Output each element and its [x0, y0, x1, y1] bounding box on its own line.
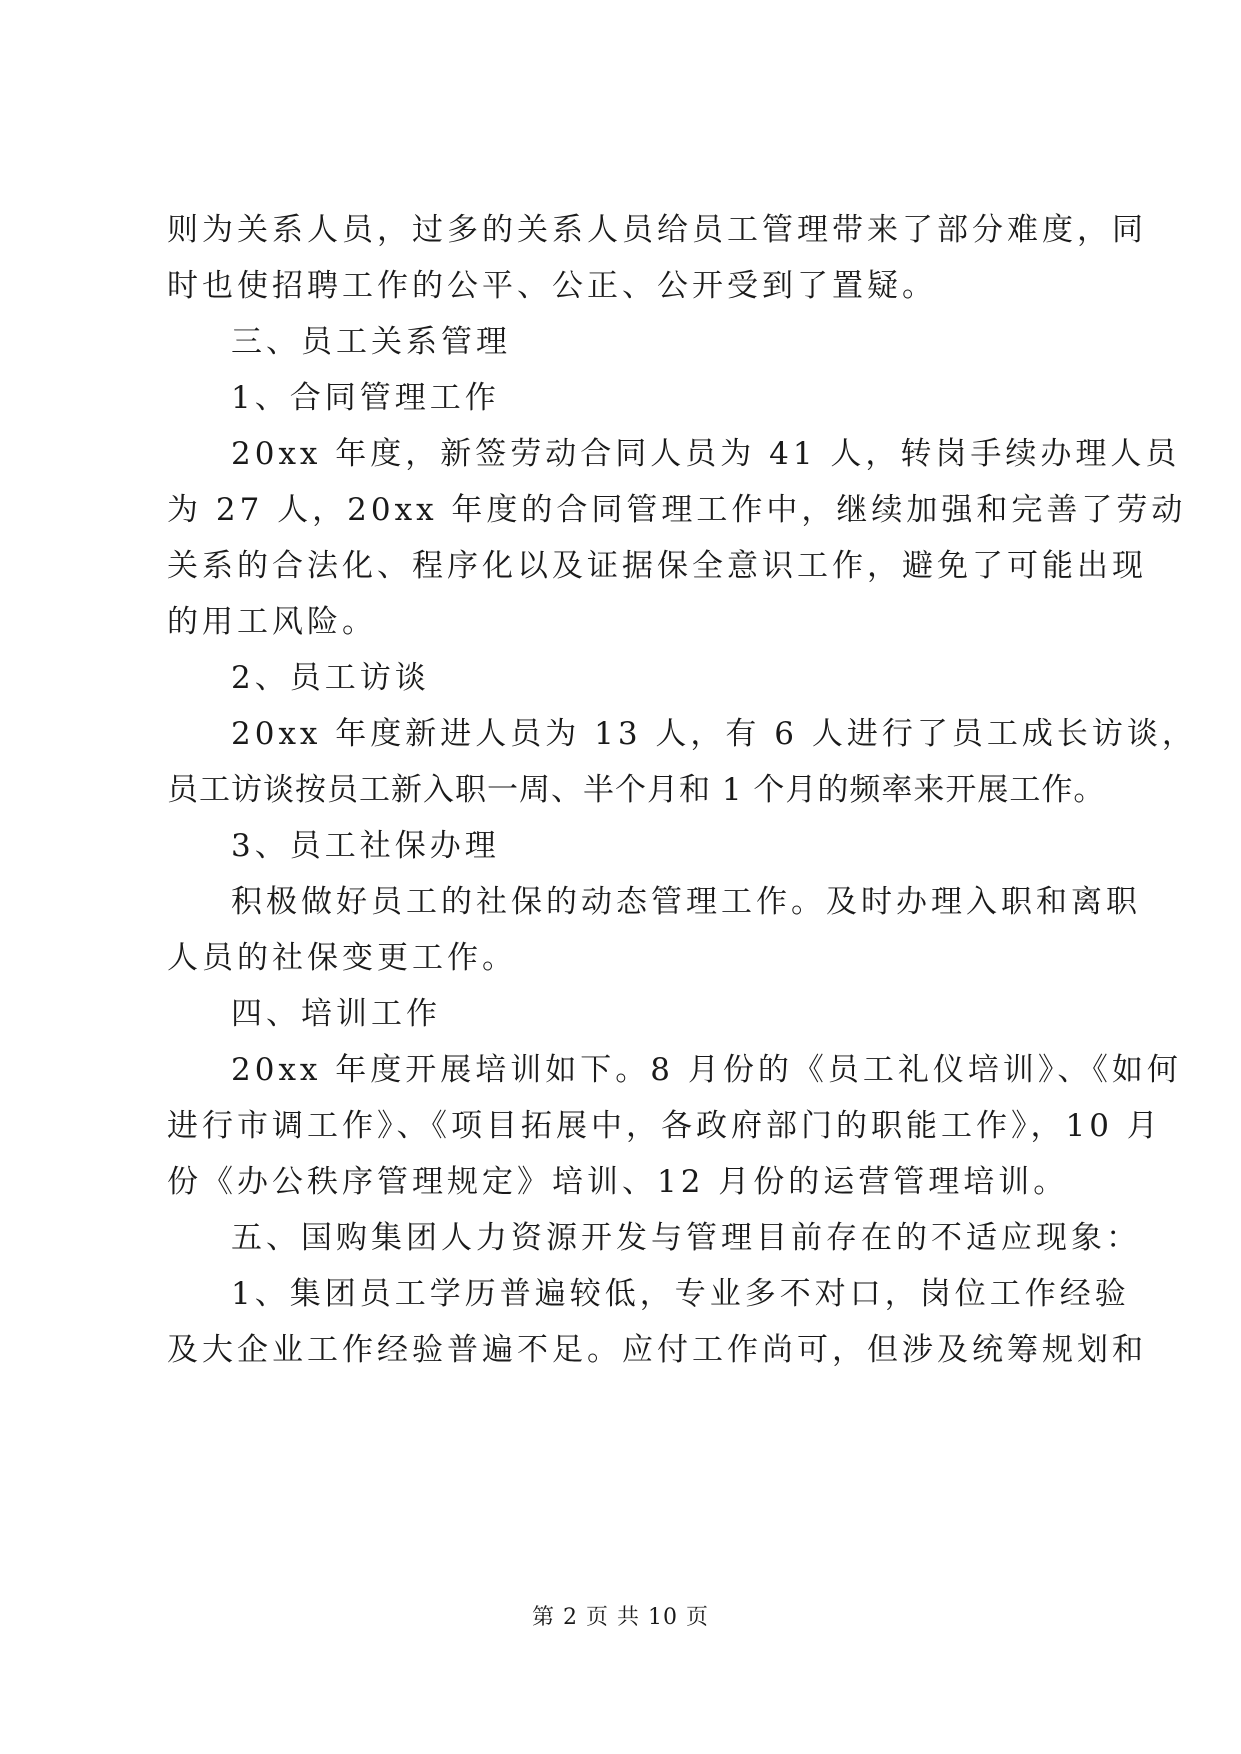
paragraph-line: 份《办公秩序管理规定》培训、12 月份的运营管理培训。	[167, 1164, 1069, 1200]
paragraph-line: 员工访谈按员工新入职一周、半个月和 1 个月的频率来开展工作。	[167, 772, 1106, 808]
section-heading: 四、培训工作	[231, 996, 441, 1032]
subsection-heading: 2、员工访谈	[231, 660, 430, 696]
paragraph-line: 时也使招聘工作的公平、公正、公开受到了置疑。	[167, 268, 937, 304]
paragraph-line: 20xx 年度开展培训如下。8 月份的《员工礼仪培训》、《如何	[231, 1052, 1182, 1088]
subsection-heading: 1、合同管理工作	[231, 380, 500, 416]
paragraph-line: 的用工风险。	[167, 604, 377, 640]
paragraph-line: 为 27 人，20xx 年度的合同管理工作中，继续加强和完善了劳动	[167, 492, 1187, 528]
paragraph-line: 人员的社保变更工作。	[167, 940, 517, 976]
section-heading: 三、员工关系管理	[231, 324, 511, 360]
paragraph-line: 20xx 年度新进人员为 13 人，有 6 人进行了员工成长访谈，	[231, 716, 1197, 752]
paragraph-line: 则为关系人员，过多的关系人员给员工管理带来了部分难度，同	[167, 212, 1147, 248]
paragraph-line: 关系的合法化、程序化以及证据保全意识工作，避免了可能出现	[167, 548, 1147, 584]
paragraph-line: 及大企业工作经验普遍不足。应付工作尚可，但涉及统筹规划和	[167, 1332, 1147, 1368]
paragraph-line: 积极做好员工的社保的动态管理工作。及时办理入职和离职	[231, 884, 1141, 920]
page-footer: 第 2 页 共 10 页	[532, 1605, 709, 1630]
subsection-heading: 3、员工社保办理	[231, 828, 500, 864]
paragraph-line: 进行市调工作》、《项目拓展中，各政府部门的职能工作》，10 月	[167, 1108, 1162, 1144]
paragraph-line: 20xx 年度，新签劳动合同人员为 41 人，转岗手续办理人员	[231, 436, 1181, 472]
paragraph-line: 1、集团员工学历普遍较低，专业多不对口，岗位工作经验	[231, 1276, 1130, 1312]
section-heading: 五、国购集团人力资源开发与管理目前存在的不适应现象：	[231, 1220, 1141, 1256]
